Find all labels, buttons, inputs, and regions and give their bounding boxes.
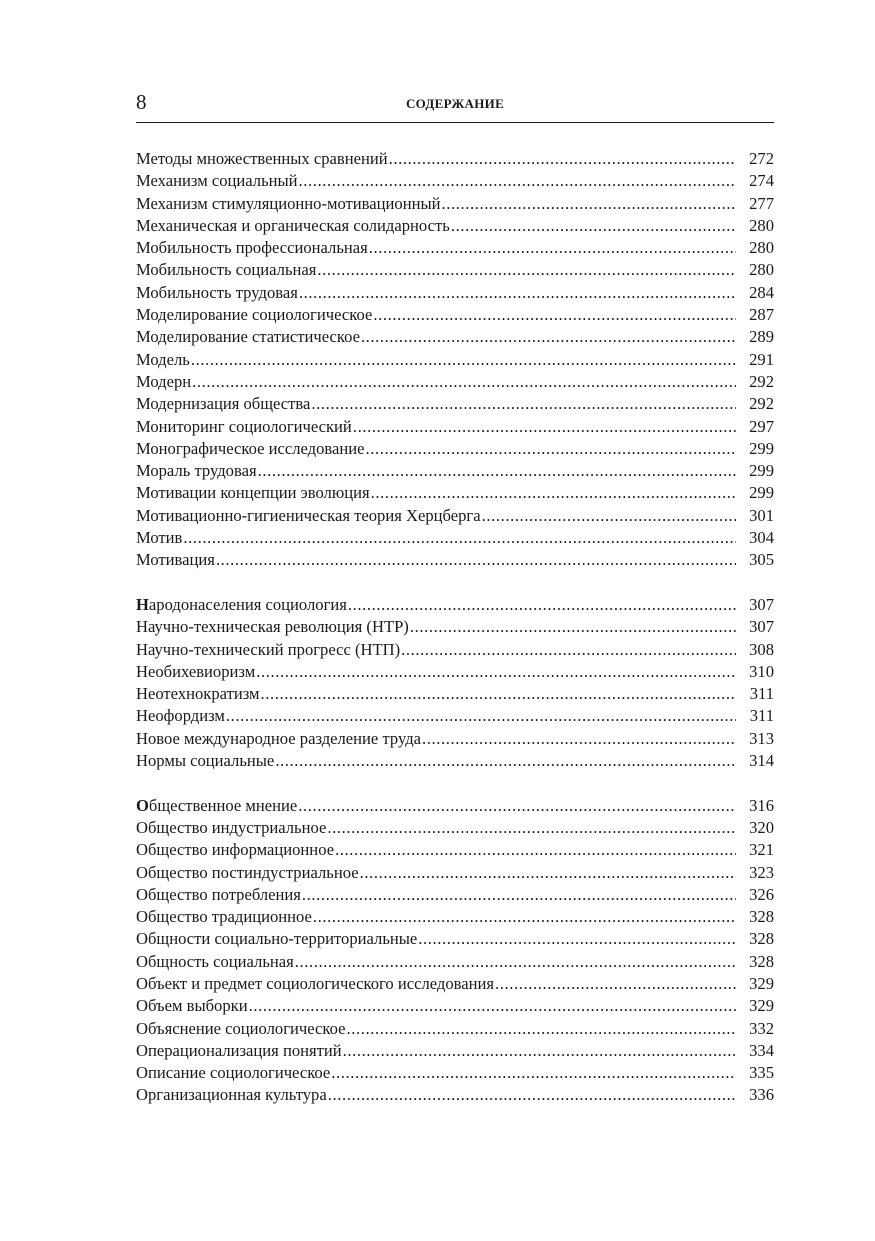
toc-entry-title [136, 393, 310, 415]
toc-dot-leader [418, 928, 736, 950]
header-rule [136, 122, 774, 123]
toc-entry-text: Новое международное разделение труда [136, 728, 422, 748]
toc-dot-leader [295, 951, 736, 973]
toc-entry-title [136, 928, 417, 950]
toc-entry[interactable] [136, 259, 774, 281]
toc-entry[interactable] [136, 148, 774, 170]
toc-entry[interactable] [136, 1084, 774, 1106]
toc-entry-text: Общество потребления [136, 884, 301, 904]
table-of-contents [136, 148, 774, 1107]
toc-entry-page: 334 [749, 1040, 774, 1060]
toc-dot-leader [275, 750, 736, 772]
toc-entry-title [136, 817, 326, 839]
toc-entry-page: 328 [749, 951, 774, 971]
toc-letter-group [136, 594, 774, 772]
toc-entry-text: Объяснение социологическое [136, 1018, 346, 1038]
toc-entry-page: 311 [749, 706, 774, 726]
toc-entry-text: Операционализация понятий [136, 1040, 342, 1060]
toc-entry[interactable] [136, 326, 774, 348]
toc-dot-leader [389, 148, 736, 170]
toc-entry-text: Механизм стимуляционно-мотивационный [136, 193, 441, 213]
toc-entry[interactable] [136, 661, 774, 683]
toc-entry-page: 326 [749, 884, 774, 904]
toc-entry-text: Необихевиоризм [136, 661, 256, 681]
toc-dot-leader [299, 282, 736, 304]
toc-entry[interactable] [136, 304, 774, 326]
toc-entry[interactable] [136, 505, 774, 527]
toc-entry-title [136, 1018, 345, 1040]
toc-entry-title [136, 148, 388, 170]
toc-dot-leader [226, 705, 736, 727]
toc-entry[interactable] [136, 282, 774, 304]
toc-entry-text: Организационная культура [136, 1085, 327, 1105]
toc-dot-leader [369, 237, 736, 259]
toc-entry-title [136, 304, 372, 326]
toc-entry-title [136, 839, 334, 861]
toc-entry-text: Нормы социальные [136, 751, 275, 771]
toc-dot-leader [401, 639, 736, 661]
toc-entry-page: 316 [749, 795, 774, 815]
toc-entry-page: 287 [749, 305, 774, 325]
toc-entry[interactable] [136, 616, 774, 638]
toc-entry[interactable] [136, 705, 774, 727]
toc-entry-page: 328 [749, 929, 774, 949]
toc-section-initial: О [136, 795, 149, 815]
toc-entry-page: 332 [749, 1018, 774, 1038]
toc-entry-title [136, 995, 248, 1017]
toc-dot-leader [298, 795, 736, 817]
toc-entry-text: бщественное мнение [148, 795, 298, 815]
toc-entry[interactable] [136, 951, 774, 973]
toc-entry[interactable] [136, 349, 774, 371]
toc-entry-text: Моделирование социологическое [136, 305, 373, 325]
toc-entry[interactable] [136, 438, 774, 460]
toc-entry[interactable] [136, 839, 774, 861]
toc-entry-title [136, 349, 190, 371]
toc-entry[interactable] [136, 884, 774, 906]
toc-entry-page: 320 [749, 817, 774, 837]
toc-dot-leader [346, 1018, 736, 1040]
toc-entry-page: 277 [749, 193, 774, 213]
toc-entry-text: Мотивации концепции эволюция [136, 483, 370, 503]
toc-entry-page: 292 [749, 371, 774, 391]
toc-entry-text: Мотивационно-гигиеническая теория Херцберга [136, 505, 481, 525]
toc-entry[interactable] [136, 750, 774, 772]
toc-dot-leader [348, 594, 736, 616]
toc-dot-leader [482, 505, 736, 527]
toc-entry[interactable] [136, 906, 774, 928]
toc-entry-text: Мониторинг социологический [136, 416, 352, 436]
toc-entry[interactable] [136, 862, 774, 884]
toc-dot-leader [331, 1062, 736, 1084]
toc-entry-text: Модель [136, 349, 190, 369]
toc-entry-page: 280 [749, 260, 774, 280]
toc-entry-page: 329 [749, 996, 774, 1016]
toc-entry-text: Мотивация [136, 550, 215, 570]
toc-dot-leader [249, 995, 736, 1017]
toc-entry-page: 304 [749, 528, 774, 548]
toc-entry-title [136, 1084, 327, 1106]
toc-dot-leader [183, 527, 736, 549]
toc-entry-title [136, 259, 316, 281]
toc-entry-title [136, 438, 365, 460]
toc-dot-leader [373, 304, 736, 326]
toc-entry-text: Общество индустриальное [136, 817, 327, 837]
toc-dot-leader [343, 1040, 736, 1062]
toc-dot-leader [302, 884, 736, 906]
toc-entry-page: 299 [749, 438, 774, 458]
toc-entry-title [136, 326, 360, 348]
toc-dot-leader [361, 326, 736, 348]
toc-letter-group [136, 148, 774, 572]
toc-entry-title [136, 482, 370, 504]
toc-dot-leader [410, 616, 736, 638]
toc-dot-leader [422, 728, 736, 750]
toc-entry[interactable] [136, 215, 774, 237]
toc-entry-title [136, 1040, 342, 1062]
toc-entry-page: 284 [749, 282, 774, 302]
toc-entry[interactable] [136, 683, 774, 705]
toc-dot-leader [216, 549, 736, 571]
toc-entry-page: 328 [749, 907, 774, 927]
toc-dot-leader [191, 349, 736, 371]
toc-entry[interactable] [136, 973, 774, 995]
toc-entry-title [136, 951, 294, 973]
toc-dot-leader [442, 193, 736, 215]
toc-entry-text: Механизм социальный [136, 171, 298, 191]
toc-entry-text: Мораль трудовая [136, 461, 257, 481]
toc-entry-title [136, 705, 225, 727]
toc-entry-page: 310 [749, 661, 774, 681]
toc-entry-text: Мотив [136, 528, 183, 548]
toc-entry-title [136, 237, 368, 259]
toc-entry-page: 291 [749, 349, 774, 369]
toc-dot-leader [313, 906, 736, 928]
toc-entry[interactable] [136, 928, 774, 950]
toc-entry-text: Общности социально-территориальные [136, 929, 418, 949]
toc-entry-page: 314 [749, 751, 774, 771]
toc-entry-text: Общность социальная [136, 951, 294, 971]
toc-entry-page: 292 [749, 394, 774, 414]
toc-dot-leader [353, 416, 736, 438]
toc-entry-text: Механическая и органическая солидарность [136, 215, 450, 235]
toc-entry-text: ародонаселения социология [148, 594, 347, 614]
toc-entry-page: 321 [749, 840, 774, 860]
toc-entry-page: 335 [749, 1063, 774, 1083]
toc-entry-text: Монографическое исследование [136, 438, 365, 458]
toc-dot-leader [258, 460, 736, 482]
toc-dot-leader [335, 839, 736, 861]
toc-entry-page: 323 [749, 862, 774, 882]
toc-entry-page: 280 [749, 238, 774, 258]
toc-entry-page: 336 [749, 1085, 774, 1105]
toc-entry[interactable] [136, 1062, 774, 1084]
toc-entry-page: 272 [749, 149, 774, 168]
toc-entry[interactable] [136, 1040, 774, 1062]
toc-entry-page: 305 [749, 550, 774, 570]
toc-dot-leader [327, 817, 736, 839]
toc-entry-page: 289 [749, 327, 774, 347]
toc-entry-title [136, 795, 297, 817]
toc-entry-text: Модернизация общества [136, 394, 311, 414]
toc-dot-leader [451, 215, 736, 237]
toc-entry[interactable] [136, 371, 774, 393]
toc-entry-title [136, 906, 312, 928]
toc-entry[interactable] [136, 193, 774, 215]
toc-entry-text: Мобильность профессиональная [136, 238, 368, 258]
toc-entry-title [136, 416, 352, 438]
toc-dot-leader [495, 973, 736, 995]
toc-entry-page: 308 [749, 639, 774, 659]
toc-entry-text: Мобильность трудовая [136, 282, 298, 302]
toc-entry-page: 280 [749, 215, 774, 235]
toc-entry-title [136, 215, 450, 237]
toc-entry[interactable] [136, 237, 774, 259]
toc-entry-text: Научно-техническая революция (НТР) [136, 617, 409, 637]
toc-entry[interactable] [136, 1018, 774, 1040]
toc-entry-text: Научно-технический прогресс (НТП) [136, 639, 401, 659]
toc-entry-page: 301 [749, 505, 774, 525]
toc-entry-page: 313 [749, 728, 774, 748]
toc-entry-title [136, 505, 481, 527]
toc-entry-text: Методы множественных сравнений [136, 149, 388, 168]
toc-entry-page: 299 [749, 483, 774, 503]
toc-dot-leader [261, 683, 736, 705]
toc-entry[interactable] [136, 482, 774, 504]
toc-dot-leader [366, 438, 736, 460]
toc-entry-title [136, 527, 182, 549]
toc-entry-text: Объект и предмет социологического исследования [136, 973, 495, 993]
toc-entry-title [136, 282, 298, 304]
toc-entry-text: Описание социологическое [136, 1063, 331, 1083]
toc-entry-text: Мобильность социальная [136, 260, 317, 280]
toc-entry-text: Общество постиндустриальное [136, 862, 359, 882]
toc-entry[interactable] [136, 416, 774, 438]
toc-entry-title [136, 616, 409, 638]
toc-dot-leader [328, 1084, 736, 1106]
toc-entry-text: Общество информационное [136, 840, 335, 860]
toc-entry-title [136, 750, 274, 772]
toc-entry-title [136, 170, 298, 192]
toc-section-initial: Н [136, 594, 149, 614]
toc-entry-page: 297 [749, 416, 774, 436]
toc-entry-title [136, 661, 255, 683]
toc-entry-page: 307 [749, 594, 774, 614]
toc-entry[interactable] [136, 594, 774, 616]
toc-entry-page: 311 [749, 684, 774, 704]
page-number: 8 [136, 90, 147, 114]
toc-entry-page: 299 [749, 461, 774, 481]
toc-entry-page: 329 [749, 973, 774, 993]
toc-entry-title [136, 1062, 330, 1084]
toc-dot-leader [371, 482, 736, 504]
toc-entry-text: Объем выборки [136, 996, 248, 1016]
toc-entry[interactable] [136, 393, 774, 415]
toc-entry[interactable] [136, 728, 774, 750]
toc-entry-title [136, 193, 441, 215]
toc-entry-title [136, 460, 257, 482]
toc-entry-page: 274 [749, 171, 774, 191]
toc-entry-text: Общество традиционное [136, 907, 312, 927]
toc-entry-title [136, 549, 215, 571]
toc-entry-text: Модерн [136, 371, 192, 391]
toc-entry[interactable] [136, 527, 774, 549]
toc-entry-title [136, 683, 260, 705]
toc-entry[interactable] [136, 170, 774, 192]
toc-dot-leader [256, 661, 736, 683]
toc-entry-text: Неофордизм [136, 706, 225, 726]
toc-dot-leader [192, 371, 736, 393]
running-title: СОДЕРЖАНИЕ [405, 96, 505, 111]
toc-entry-page: 307 [749, 617, 774, 637]
toc-entry-title [136, 371, 191, 393]
toc-entry[interactable] [136, 639, 774, 661]
toc-entry[interactable] [136, 795, 774, 817]
toc-entry-title [136, 862, 359, 884]
toc-entry-title [136, 973, 494, 995]
toc-entry-title [136, 884, 301, 906]
toc-entry-title [136, 728, 421, 750]
toc-dot-leader [317, 259, 736, 281]
toc-entry-title [136, 639, 400, 661]
toc-dot-leader [311, 393, 736, 415]
toc-dot-leader [299, 170, 736, 192]
toc-entry-text: Неотехнократизм [136, 684, 260, 704]
toc-entry-text: Моделирование статистическое [136, 327, 360, 347]
toc-entry-title [136, 594, 347, 616]
toc-entry[interactable] [136, 995, 774, 1017]
toc-entry[interactable] [136, 549, 774, 571]
toc-dot-leader [360, 862, 736, 884]
toc-entry[interactable] [136, 460, 774, 482]
toc-entry[interactable] [136, 817, 774, 839]
toc-letter-group [136, 795, 774, 1107]
